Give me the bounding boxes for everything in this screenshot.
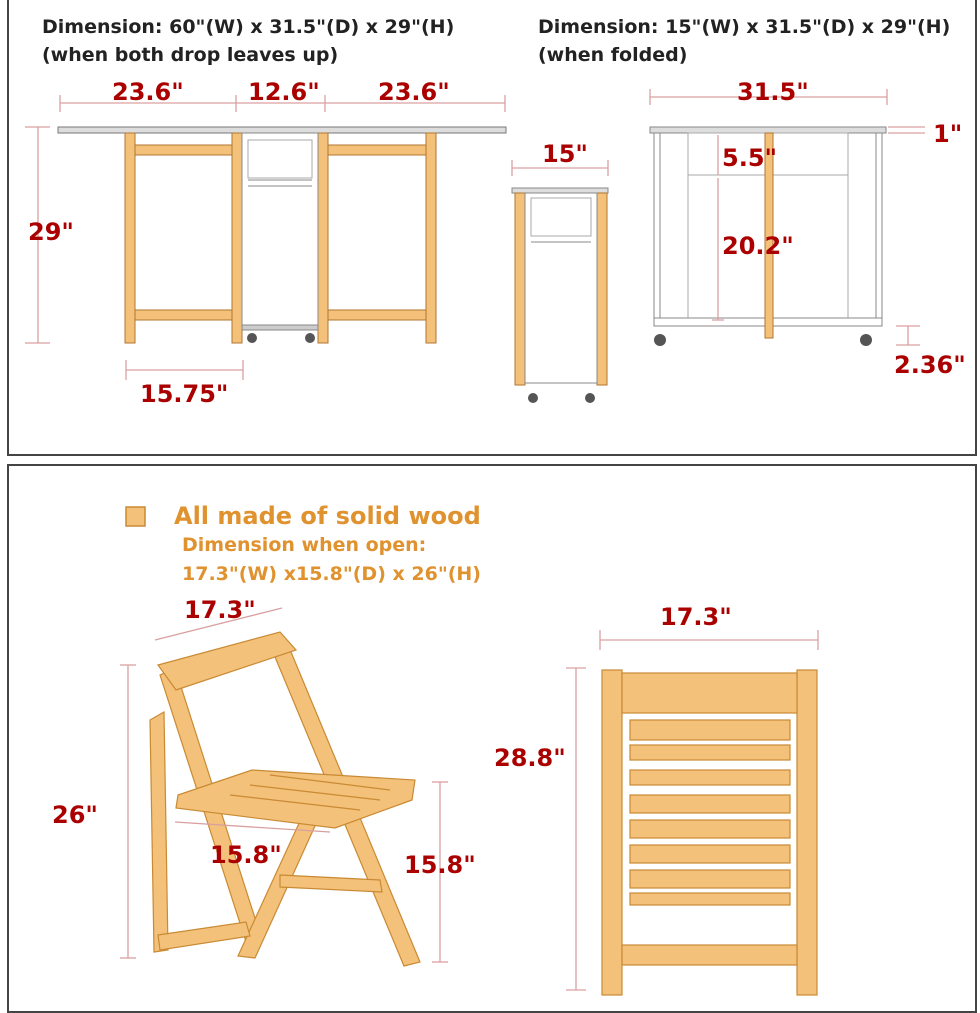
dim-top-thickness: 1" <box>933 120 963 148</box>
open-table-header-line2: (when both drop leaves up) <box>42 44 339 66</box>
dim-leaf-right: 23.6" <box>378 78 450 106</box>
folded-table-header-line2: (when folded) <box>538 44 688 66</box>
dim-folded-chair-height: 28.8" <box>494 744 566 772</box>
dim-clearance: 20.2" <box>722 232 794 260</box>
legend-label: All made of solid wood <box>174 502 481 530</box>
open-table-drawing <box>58 127 506 343</box>
open-table-header-line1: Dimension: 60"(W) x 31.5"(D) x 29"(H) <box>42 16 455 38</box>
dim-leg-span: 15.75" <box>140 380 229 408</box>
folded-table-header-line1: Dimension: 15"(W) x 31.5"(D) x 29"(H) <box>538 16 951 38</box>
dim-chair-width: 17.3" <box>184 596 256 624</box>
open-chair-drawing <box>150 632 420 966</box>
dim-center: 12.6" <box>248 78 320 106</box>
dim-table-height: 29" <box>28 218 74 246</box>
folded-table-drawing <box>512 188 608 403</box>
chair-open-title: Dimension when open: <box>182 534 427 556</box>
folded-chair-drawing <box>602 670 817 995</box>
dim-chair-depth: 15.8" <box>210 841 282 869</box>
dim-chair-seat-height: 15.8" <box>404 851 476 879</box>
dim-folded-width: 15" <box>542 140 588 168</box>
dim-depth: 31.5" <box>737 78 809 106</box>
legend-swatch <box>126 507 145 526</box>
chair-open-dims: 17.3"(W) x15.8"(D) x 26"(H) <box>182 563 481 585</box>
dim-leaf-left: 23.6" <box>112 78 184 106</box>
dim-drawer: 5.5" <box>722 144 778 172</box>
dim-chair-height: 26" <box>52 801 98 829</box>
dim-folded-chair-width: 17.3" <box>660 603 732 631</box>
dim-wheel: 2.36" <box>894 351 966 379</box>
